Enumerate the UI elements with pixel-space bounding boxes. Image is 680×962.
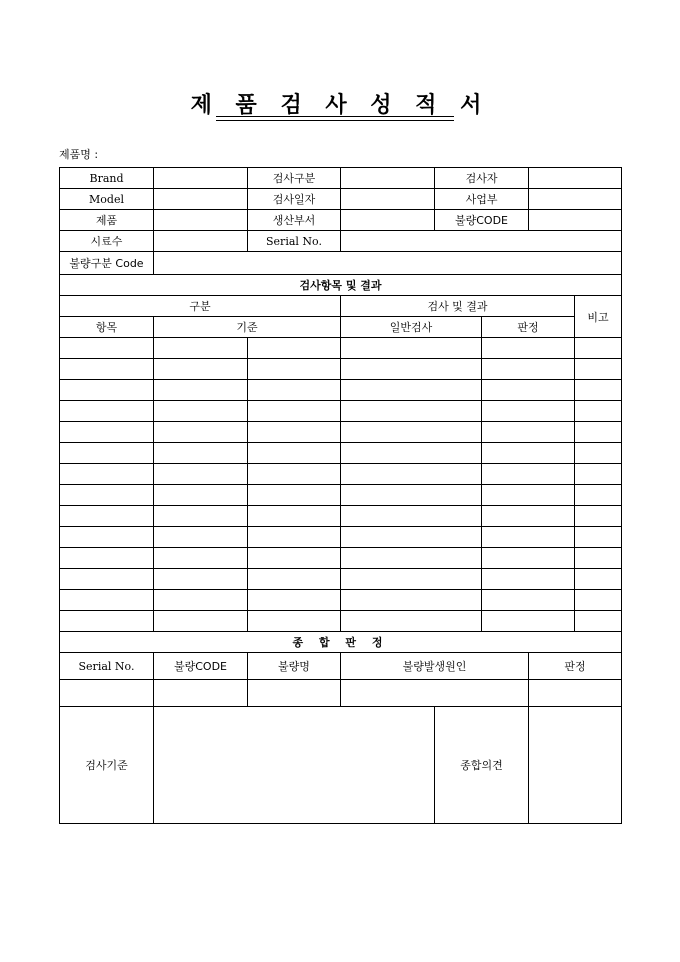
standard-cell-a[interactable] [154,506,248,527]
info-row-5 [60,252,622,275]
standard-cell-a[interactable] [154,359,248,380]
standard-header: 기준 [154,317,341,338]
overall-defect-cause-header: 불량발생원인 [341,653,529,680]
items-table-row [60,548,622,569]
sample-count-value[interactable] [154,231,248,252]
judgment-cell[interactable] [482,422,575,443]
standard-cell-a[interactable] [154,527,248,548]
overall-judgment-value[interactable] [529,680,622,707]
judgment-cell[interactable] [482,464,575,485]
judgment-header: 판정 [482,317,575,338]
standard-cell-b[interactable] [248,548,341,569]
overall-judgment-header: 판정 [529,653,622,680]
standard-cell-a[interactable] [154,380,248,401]
standard-cell-a[interactable] [154,401,248,422]
standard-cell-b[interactable] [248,506,341,527]
overall-defect-code-header: 불량CODE [154,653,248,680]
judgment-cell[interactable] [482,380,575,401]
judgment-cell[interactable] [482,611,575,632]
overall-opinion-value[interactable] [529,707,622,824]
standard-cell-b[interactable] [248,485,341,506]
items-table-row [60,443,622,464]
inspection-type-label: 검사구분 [248,168,341,189]
category-header: 구분 [60,296,341,317]
general-inspection-cell[interactable] [341,527,482,548]
general-inspection-cell[interactable] [341,485,482,506]
overall-serial-no-header: Serial No. [60,653,154,680]
items-table-row [60,401,622,422]
remarks-cell[interactable] [575,464,622,485]
standard-cell-b[interactable] [248,569,341,590]
inspector-value[interactable] [529,168,622,189]
standard-cell-b[interactable] [248,443,341,464]
items-table-row [60,338,622,359]
judgment-cell[interactable] [482,485,575,506]
standard-cell-b[interactable] [248,338,341,359]
general-inspection-cell[interactable] [341,464,482,485]
remarks-cell[interactable] [575,443,622,464]
remarks-cell[interactable] [575,548,622,569]
item-cell[interactable] [60,464,154,485]
standard-cell-a[interactable] [154,338,248,359]
judgment-cell[interactable] [482,548,575,569]
remarks-cell[interactable] [575,569,622,590]
standard-cell-b[interactable] [248,527,341,548]
document-title: 제 품 검 사 성 적 서 [190,92,490,118]
general-inspection-cell[interactable] [341,401,482,422]
overall-header-row [60,653,622,680]
item-cell[interactable] [60,527,154,548]
overall-defect-name-header: 불량명 [248,653,341,680]
info-row-2 [60,189,622,210]
items-table-row [60,359,622,380]
brand-label: Brand [60,168,154,189]
overall-section-title: 종 합 판 정 [60,632,622,653]
item-cell[interactable] [60,338,154,359]
inspector-label: 검사자 [435,168,529,189]
remarks-cell[interactable] [575,590,622,611]
standard-cell-a[interactable] [154,464,248,485]
title-underline-top [216,116,454,117]
items-table-row [60,527,622,548]
items-table-row [60,380,622,401]
general-inspection-cell[interactable] [341,443,482,464]
sample-count-label: 시료수 [60,231,154,252]
remarks-cell[interactable] [575,485,622,506]
items-table-row [60,485,622,506]
overall-value-row [60,680,622,707]
item-cell[interactable] [60,485,154,506]
judgment-cell[interactable] [482,338,575,359]
general-inspection-header: 일반검사 [341,317,482,338]
standard-cell-b[interactable] [248,464,341,485]
items-table-row [60,422,622,443]
judgment-cell[interactable] [482,506,575,527]
standard-cell-b[interactable] [248,590,341,611]
overall-opinion-row [60,707,622,824]
defect-code-value[interactable] [529,210,622,231]
item-cell[interactable] [60,569,154,590]
items-header-row-1 [60,296,622,317]
product-label: 제품 [60,210,154,231]
standard-cell-a[interactable] [154,590,248,611]
item-cell[interactable] [60,401,154,422]
items-header-row-2 [60,317,622,338]
remarks-cell[interactable] [575,380,622,401]
standard-cell-a[interactable] [154,569,248,590]
items-table-row [60,611,622,632]
remarks-cell[interactable] [575,359,622,380]
general-inspection-cell[interactable] [341,422,482,443]
remarks-cell[interactable] [575,506,622,527]
defect-code-label: 불량CODE [435,210,529,231]
remarks-cell[interactable] [575,338,622,359]
remarks-cell[interactable] [575,611,622,632]
remarks-header: 비고 [575,296,622,338]
standard-cell-b[interactable] [248,611,341,632]
inspection-standard-label: 검사기준 [60,707,154,824]
production-dept-value[interactable] [341,210,435,231]
product-value[interactable] [154,210,248,231]
general-inspection-cell[interactable] [341,506,482,527]
judgment-cell[interactable] [482,443,575,464]
remarks-cell[interactable] [575,401,622,422]
item-cell[interactable] [60,380,154,401]
item-cell[interactable] [60,443,154,464]
inspection-standard-value[interactable] [154,707,435,824]
items-section-title: 검사항목 및 결과 [60,275,622,296]
general-inspection-cell[interactable] [341,590,482,611]
general-inspection-cell[interactable] [341,338,482,359]
general-inspection-cell[interactable] [341,380,482,401]
judgment-cell[interactable] [482,527,575,548]
item-cell[interactable] [60,611,154,632]
standard-cell-b[interactable] [248,380,341,401]
inspection-form-table [59,167,622,824]
defect-type-code-label: 불량구분 Code [60,252,154,275]
info-row-3 [60,210,622,231]
standard-cell-b[interactable] [248,359,341,380]
item-cell[interactable] [60,548,154,569]
inspection-result-header: 검사 및 결과 [341,296,575,317]
overall-defect-cause-value[interactable] [341,680,529,707]
business-unit-label: 사업부 [435,189,529,210]
inspection-type-value[interactable] [341,168,435,189]
item-cell[interactable] [60,590,154,611]
remarks-cell[interactable] [575,422,622,443]
items-table-row [60,464,622,485]
model-value[interactable] [154,189,248,210]
items-section-title-row [60,275,622,296]
general-inspection-cell[interactable] [341,611,482,632]
general-inspection-cell[interactable] [341,359,482,380]
judgment-cell[interactable] [482,590,575,611]
standard-cell-a[interactable] [154,422,248,443]
serial-no-value[interactable] [341,231,622,252]
overall-defect-name-value[interactable] [248,680,341,707]
item-cell[interactable] [60,506,154,527]
title-underline-bottom [216,120,454,121]
serial-no-label: Serial No. [248,231,341,252]
overall-opinion-label: 종합의견 [435,707,529,824]
overall-defect-code-value[interactable] [154,680,248,707]
items-table-row [60,569,622,590]
remarks-cell[interactable] [575,527,622,548]
general-inspection-cell[interactable] [341,548,482,569]
standard-cell-a[interactable] [154,611,248,632]
defect-type-code-value[interactable] [154,252,622,275]
items-table-row [60,506,622,527]
overall-section-title-row [60,632,622,653]
model-label: Model [60,189,154,210]
judgment-cell[interactable] [482,401,575,422]
brand-value[interactable] [154,168,248,189]
item-cell[interactable] [60,359,154,380]
overall-serial-no-value[interactable] [60,680,154,707]
item-header: 항목 [60,317,154,338]
info-row-1 [60,168,622,189]
items-table-row [60,590,622,611]
standard-cell-a[interactable] [154,485,248,506]
standard-cell-b[interactable] [248,401,341,422]
standard-cell-b[interactable] [248,422,341,443]
judgment-cell[interactable] [482,359,575,380]
inspection-date-value[interactable] [341,189,435,210]
business-unit-value[interactable] [529,189,622,210]
standard-cell-a[interactable] [154,443,248,464]
info-row-4 [60,231,622,252]
general-inspection-cell[interactable] [341,569,482,590]
item-cell[interactable] [60,422,154,443]
judgment-cell[interactable] [482,569,575,590]
product-name-label: 제품명 : [59,148,99,161]
inspection-date-label: 검사일자 [248,189,341,210]
production-dept-label: 생산부서 [248,210,341,231]
standard-cell-a[interactable] [154,548,248,569]
